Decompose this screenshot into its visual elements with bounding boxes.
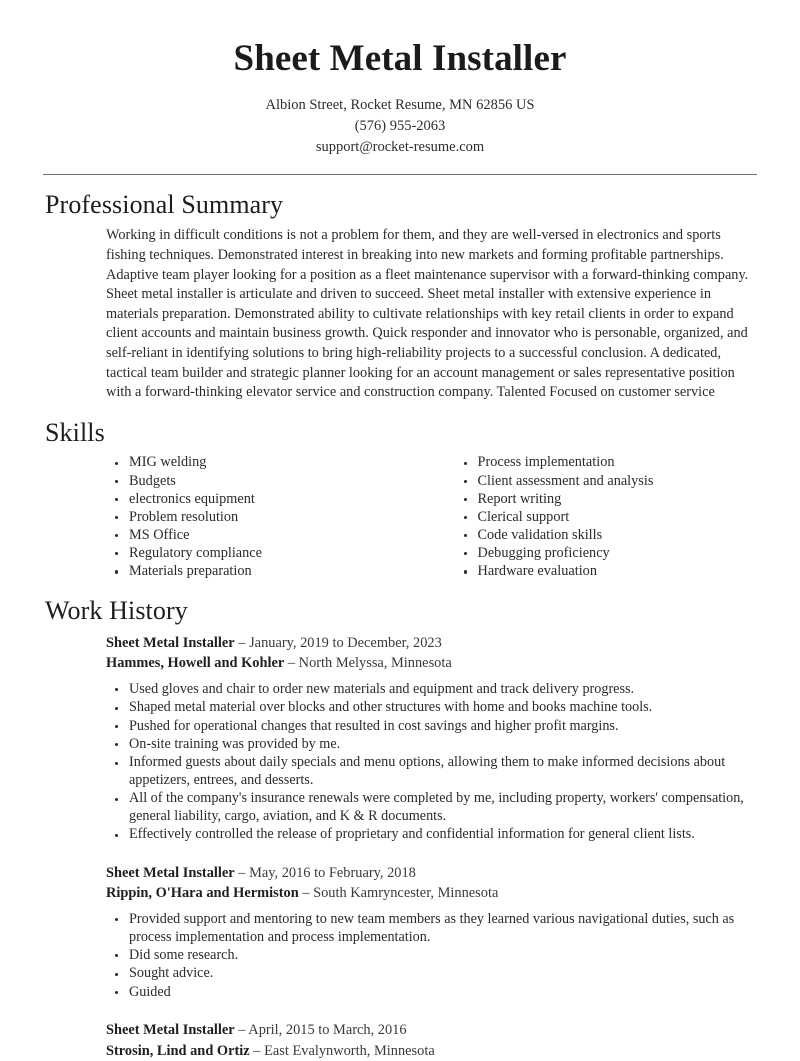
skill-item: Code validation skills	[455, 527, 758, 545]
job-company-line	[106, 1041, 757, 1061]
skills-column-right	[432, 454, 758, 581]
job-bullet-item: Pushed for operational changes that resulted in cost savings and higher profit margins.	[106, 718, 751, 736]
skill-item: Problem resolution	[106, 509, 432, 527]
job-bullet-item: Did some research.	[106, 947, 751, 965]
skills-body	[43, 454, 757, 581]
summary-body	[43, 226, 757, 402]
job-title: Sheet Metal Installer	[106, 864, 235, 881]
job-company: Rippin, O'Hara and Hermiston	[106, 885, 299, 902]
job-bullet-item: Informed guests about daily specials and menu options, allowing them to make informed decisions about appetizers, entrees, and desserts.	[106, 754, 751, 789]
skill-item: Hardware evaluation	[455, 563, 758, 581]
job-separator: –	[249, 1042, 265, 1059]
job-dates: April, 2015 to March, 2016	[248, 1022, 407, 1039]
header-divider	[43, 174, 757, 175]
job-bullet-item: Sought advice.	[106, 965, 751, 983]
skill-item: Clerical support	[455, 509, 758, 527]
contact-phone: (576) 955-2063	[354, 117, 446, 134]
job-bullet-item: Effectively controlled the release of proprietary and confidential information for general client lists.	[106, 826, 751, 844]
job-bullet-list	[106, 911, 757, 1001]
contact-address: Albion Street, Rocket Resume, MN 62856 US	[265, 96, 535, 113]
job-location: North Melyssa, Minnesota	[298, 655, 452, 672]
summary-text: Working in difficult conditions is not a problem for them, and they are well-versed in electronics and sports fishing techniques. Demonstrated interest in breaking into new markets and forming profitable partnerships. Adaptive team player looking for a position as a fleet maintenance supervisor with a forward-thinking company. Sheet metal installer is articulate and driven to succeed. Sheet metal installer with extensive experience in materials preparation. Demonstrated ability to cultivate relationships with key retail clients in order to expand client accounts and maintain business growth. Quick responder and innovator who is personable, organized, and self-reliant in identifying solutions to bring high-reliability projects to a successful conclusion. A dedicated, tactical team builder and strategic planner looking for an account management or sales representative position with a forward-thinking elevator service and construction company. Talented Focused on customer service	[106, 227, 749, 401]
section-skills	[43, 417, 757, 581]
job-company: Hammes, Howell and Kohler	[106, 655, 285, 672]
job-bullet-item: All of the company's insurance renewals were completed by me, including property, workers' compensation, general liability, cargo, aviation, and K & R documents.	[106, 790, 751, 825]
job-separator: –	[234, 634, 250, 651]
job-separator: –	[234, 864, 250, 881]
skill-item: Debugging proficiency	[455, 545, 758, 563]
job-title-line	[106, 863, 757, 884]
skill-item: Report writing	[455, 491, 758, 509]
job-dates: May, 2016 to February, 2018	[249, 864, 416, 881]
skill-item: electronics equipment	[106, 491, 432, 509]
work-history-body	[43, 633, 757, 1061]
job-bullet-item: Shaped metal material over blocks and other structures with home and books machine tools.	[106, 699, 751, 717]
job-title-line	[106, 1020, 757, 1041]
skill-item: MS Office	[106, 527, 432, 545]
page-title: Sheet Metal Installer	[233, 38, 567, 79]
job-company: Strosin, Lind and Ortiz	[106, 1042, 250, 1059]
job-company-line	[106, 653, 757, 674]
job-location: East Evalynworth, Minnesota	[264, 1042, 435, 1059]
job-title: Sheet Metal Installer	[106, 1022, 235, 1039]
skills-list-left	[106, 454, 432, 580]
section-heading-summary: Professional Summary	[45, 189, 284, 219]
skill-item: Client assessment and analysis	[455, 473, 758, 491]
contact-email: support@rocket-resume.com	[315, 138, 485, 155]
section-heading-skills: Skills	[45, 417, 105, 447]
skills-list-right	[455, 454, 758, 580]
section-work-history	[43, 595, 757, 1061]
skill-item: Materials preparation	[106, 563, 432, 581]
skill-item: Budgets	[106, 473, 432, 491]
contact-block	[43, 95, 757, 158]
job-bullet-item: On-site training was provided by me.	[106, 736, 751, 754]
section-heading-work-history: Work History	[45, 596, 188, 626]
job-bullet-item: Guided	[106, 984, 751, 1002]
job-title: Sheet Metal Installer	[106, 634, 235, 651]
job-separator: –	[234, 1022, 249, 1039]
skill-item: Regulatory compliance	[106, 545, 432, 563]
job-dates: January, 2019 to December, 2023	[249, 634, 442, 651]
job-separator: –	[284, 655, 299, 672]
job-title-line	[106, 633, 757, 654]
skill-item: MIG welding	[106, 454, 432, 472]
job-bullet-item: Used gloves and chair to order new materials and equipment and track delivery progress.	[106, 681, 751, 699]
job-separator: –	[298, 885, 314, 902]
skill-item: Process implementation	[455, 454, 758, 472]
work-history-entry	[106, 1020, 757, 1061]
section-professional-summary	[43, 189, 757, 403]
job-bullet-item: Provided support and mentoring to new team members as they learned various navigational duties, such as process implementation and process implementation.	[106, 911, 751, 946]
job-bullet-list	[106, 681, 757, 844]
job-location: South Kamryncester, Minnesota	[313, 885, 499, 902]
work-history-entry	[106, 633, 757, 844]
work-history-entry	[106, 863, 757, 1001]
job-company-line	[106, 883, 757, 904]
skills-column-left	[106, 454, 432, 581]
